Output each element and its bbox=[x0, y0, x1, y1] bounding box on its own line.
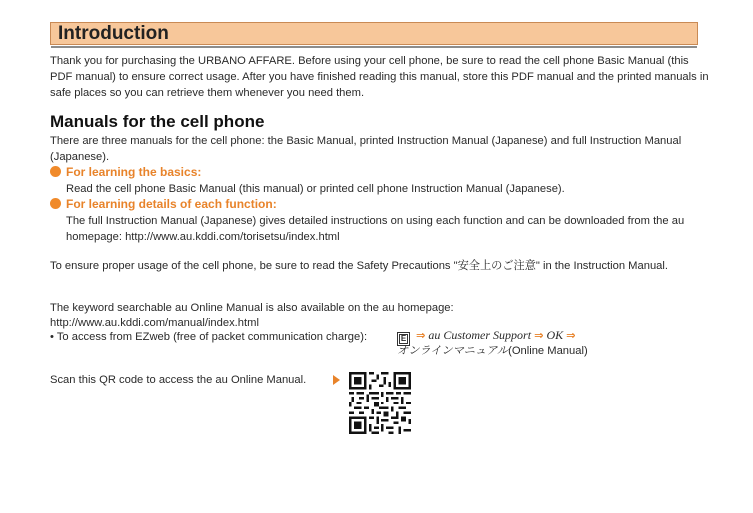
qr-code-icon bbox=[349, 372, 411, 434]
bullet-basics-title: For learning the basics: bbox=[66, 165, 202, 179]
ezweb-navigation-path-line2 bbox=[397, 343, 588, 359]
page-title: Introduction bbox=[58, 23, 169, 44]
online-manual-url: http://www.au.kddi.com/manual/index.html bbox=[50, 317, 259, 329]
safety-paragraph: To ensure proper usage of the cell phone, be sure to read the Safety Precautions "安全上のご注意" in the Instruction Manual. bbox=[50, 260, 668, 272]
nav-step-online-manual-jp: オンラインマニュアル bbox=[397, 345, 509, 357]
bullet-details-text: The full Instruction Manual (Japanese) gives detailed instructions on using each function and can be downloaded from the au homepage: http://www.au.kddi.com/torisetsu/index.html bbox=[66, 215, 685, 243]
section-title-bar bbox=[50, 22, 698, 45]
nav-step-customer-support: au Customer Support bbox=[428, 328, 532, 342]
bullet-basics-heading bbox=[50, 164, 201, 180]
bullet-details-title: For learning details of each function: bbox=[66, 197, 277, 211]
manuals-heading: Manuals for the cell phone bbox=[50, 112, 265, 131]
qr-label: Scan this QR code to access the au Online Manual. bbox=[50, 374, 307, 386]
orange-bullet-icon bbox=[50, 198, 61, 209]
intro-paragraph: Thank you for purchasing the URBANO AFFARE. Before using your cell phone, be sure to read the cell phone Basic Manual (this PDF manual) to ensure correct usage. After you have finished reading this manual, store this PDF manual and the printed manuals in safe places so you can retrieve them whenever you need them. bbox=[50, 55, 709, 99]
manuals-description: There are three manuals for the cell phone: the Basic Manual, printed Instruction Manual (Japanese) and full Instruction Manual (Japanese). bbox=[50, 135, 682, 163]
pointer-arrow-icon bbox=[333, 375, 340, 385]
bullet-details-heading bbox=[50, 196, 277, 212]
orange-bullet-icon bbox=[50, 166, 61, 177]
ezweb-access-label: • To access from EZweb (free of packet communication charge): bbox=[50, 331, 368, 343]
nav-step-online-manual-en: (Online Manual) bbox=[508, 345, 588, 357]
online-manual-line: The keyword searchable au Online Manual is also available on the au homepage: bbox=[50, 302, 454, 314]
nav-arrow-icon: ⇒ bbox=[416, 330, 426, 342]
nav-step-ok: OK bbox=[546, 328, 564, 342]
bullet-basics-text: Read the cell phone Basic Manual (this manual) or printed cell phone Instruction Manual (Japanese). bbox=[66, 183, 565, 195]
nav-arrow-icon: ⇒ bbox=[566, 330, 576, 342]
ezweb-key-icon: E bbox=[397, 332, 410, 346]
nav-arrow-icon: ⇒ bbox=[534, 330, 544, 342]
